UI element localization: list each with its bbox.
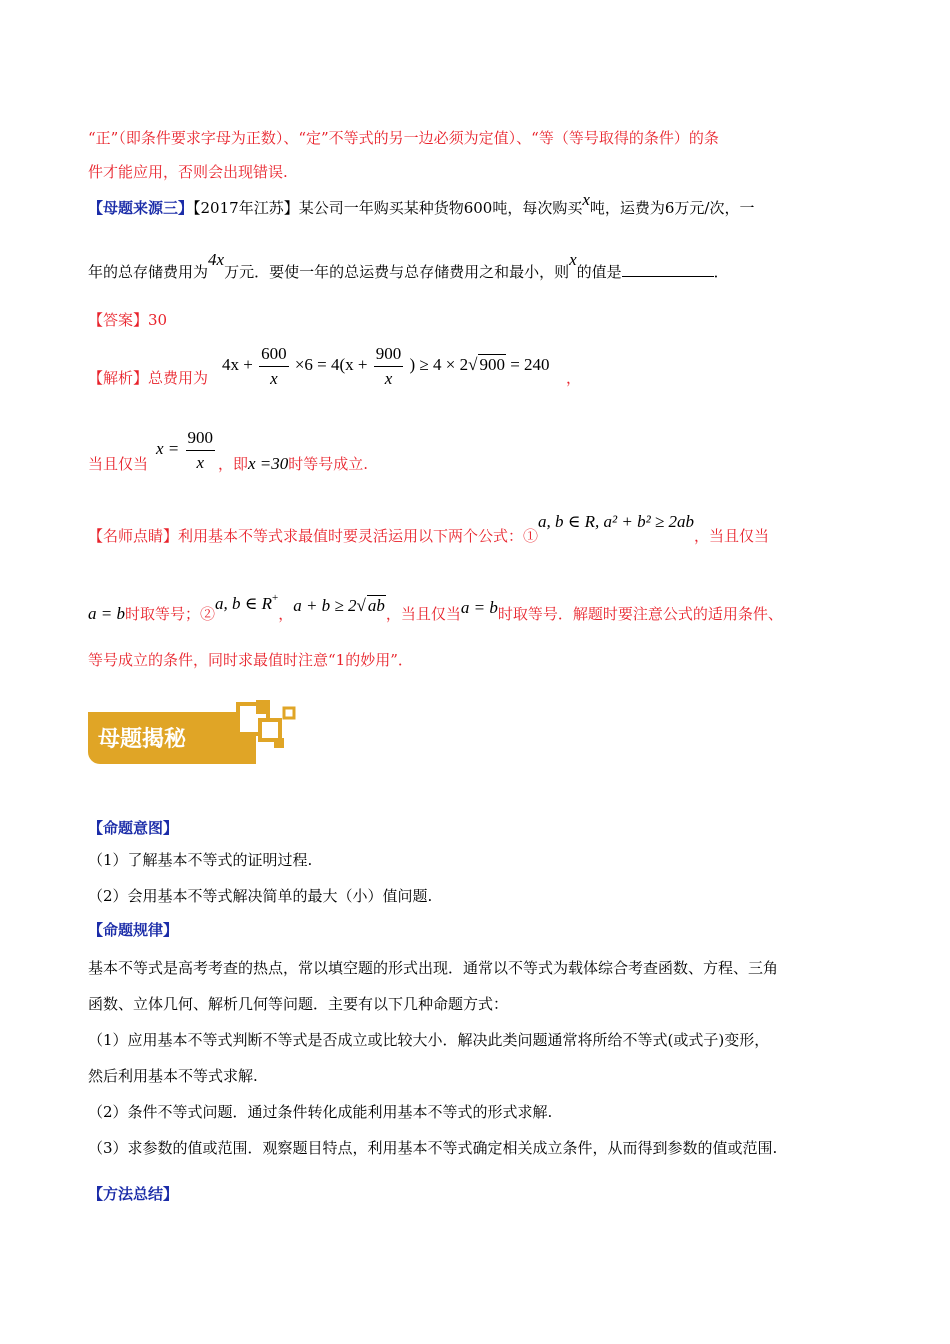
sqrt-sign: √ — [356, 596, 366, 615]
tip-line-2 — [88, 592, 783, 624]
tip-eq-2: a = b — [460, 598, 498, 617]
tip-formula-3 — [293, 596, 386, 615]
condition-tail — [218, 454, 368, 474]
condition-text: 时等号成立. — [288, 455, 369, 473]
tip-text: ， — [278, 605, 294, 623]
tip-text: ，当且仅当 — [385, 605, 461, 623]
sqrt-content: 900 — [479, 355, 505, 374]
formula-part: ×6 = 4(x + — [294, 355, 368, 374]
superscript: + — [271, 592, 279, 604]
tip-line-3: 等号成立的条件，同时求最值时注意“1的妙用”． — [88, 651, 413, 669]
problem-label: 【母题来源三】 — [88, 199, 194, 217]
fraction-900-x — [374, 342, 404, 391]
formula-part: x = — [156, 439, 180, 458]
analysis-formula — [222, 340, 550, 391]
rules-para-1: 基本不等式是高考考查的热点，常以填空题的形式出现．通常以不等式为载体综合考查函数、方程、三角 — [88, 959, 779, 977]
intent-item-1: （1）了解基本不等式的证明过程. — [88, 851, 313, 869]
method-label: 【方法总结】 — [88, 1185, 179, 1203]
sqrt-sign: √ — [468, 355, 478, 374]
tip-text: ，当且仅当 — [694, 527, 770, 545]
tip-text: 利用基本不等式求最值时要灵活运用以下两个公式：① — [178, 527, 539, 545]
numerator: 600 — [259, 342, 289, 367]
answer-blank — [622, 262, 714, 277]
condition-eq: x =30 — [248, 454, 289, 473]
condition-line — [88, 454, 148, 474]
analysis-comma: ， — [566, 369, 582, 387]
intent-label: 【命题意图】 — [88, 819, 179, 837]
rules-label: 【命题规律】 — [88, 921, 179, 939]
problem-line-1 — [88, 190, 755, 218]
var-x: x — [582, 190, 590, 209]
sqrt-content: ab — [367, 596, 385, 615]
problem-text: 万元．要使一年的总运费与总存储费用之和最小，则 — [224, 263, 570, 281]
var-4x: 4x — [208, 250, 225, 269]
tip-label: 【名师点睛】 — [88, 527, 179, 545]
formula-part: a + b ≥ 2 — [293, 596, 357, 615]
rules-item-1a: （1）应用基本不等式判断不等式是否成立或比较大小．解决此类问题通常将所给不等式(或式子)变形， — [88, 1031, 770, 1049]
rules-item-2: （2）条件不等式问题．通过条件转化成能利用基本不等式的形式求解. — [88, 1103, 553, 1121]
tip-line-1 — [88, 512, 770, 546]
condition-text: 当且仅当 — [88, 455, 149, 473]
answer-label: 【答案】 — [88, 311, 149, 329]
formula-part: = 240 — [505, 355, 550, 374]
tip-formula-2 — [215, 594, 278, 613]
denominator: x — [384, 368, 393, 388]
denominator: x — [270, 368, 278, 388]
numerator: 900 — [374, 342, 404, 367]
problem-text: 的值是 — [576, 263, 622, 281]
formula-part: ) ≥ 4 × 2 — [409, 355, 469, 374]
formula-part: a, b ∈ R — [215, 594, 272, 613]
tip-formula-1: a, b ∈ R, a² + b² ≥ 2ab — [538, 512, 694, 531]
analysis-line — [88, 368, 208, 388]
section-banner — [88, 698, 310, 764]
analysis-label: 【解析】 — [88, 369, 149, 387]
problem-text: ． — [713, 263, 729, 281]
problem-text: 吨，运费为6万元/次，一 — [589, 199, 755, 217]
intro-line-2: 件才能应用，否则会出现错误. — [88, 163, 288, 181]
tip-text: 时取等号；② — [124, 605, 215, 623]
rules-para-2: 函数、立体几何、解析几何等问题．主要有以下几种命题方式： — [88, 995, 509, 1013]
answer-line — [88, 310, 167, 330]
banner-graphic — [88, 698, 310, 764]
condition-text: ，即 — [218, 455, 249, 473]
problem-text: 某公司一年购买某种货物600吨，每次购买 — [298, 199, 583, 217]
analysis-text: 总费用为 — [148, 369, 209, 387]
rules-item-3: （3）求参数的值或范围．观察题目特点，利用基本不等式确定相关成立条件，从而得到参数的值或范围. — [88, 1139, 778, 1157]
tip-eq-1: a = b — [88, 604, 125, 623]
answer-value: 30 — [148, 311, 168, 329]
tip-text: 时取等号．解题时要注意公式的适用条件、 — [497, 605, 783, 623]
banner-squares-icon — [238, 700, 294, 748]
intro-line-1: “正”（即条件要求字母为正数）、“定”不等式的另一边必须为定值）、“等（等号取得的条件）的条 — [88, 129, 719, 147]
problem-line-2 — [88, 250, 729, 282]
condition-formula — [156, 424, 217, 475]
formula-part: 4x + — [222, 355, 253, 374]
problem-text: 年的总存储费用为 — [88, 263, 209, 281]
numerator: 900 — [186, 426, 216, 451]
denominator: x — [196, 452, 205, 472]
fraction-900-x — [186, 426, 216, 475]
intent-item-2: （2）会用基本不等式解决简单的最大（小）值问题. — [88, 887, 433, 905]
problem-source: 【2017年江苏】 — [193, 199, 299, 217]
rules-item-1b: 然后利用基本不等式求解. — [88, 1067, 258, 1085]
var-x: x — [569, 250, 577, 269]
fraction-600-x — [259, 342, 289, 391]
banner-title: 母题揭秘 — [98, 727, 187, 752]
